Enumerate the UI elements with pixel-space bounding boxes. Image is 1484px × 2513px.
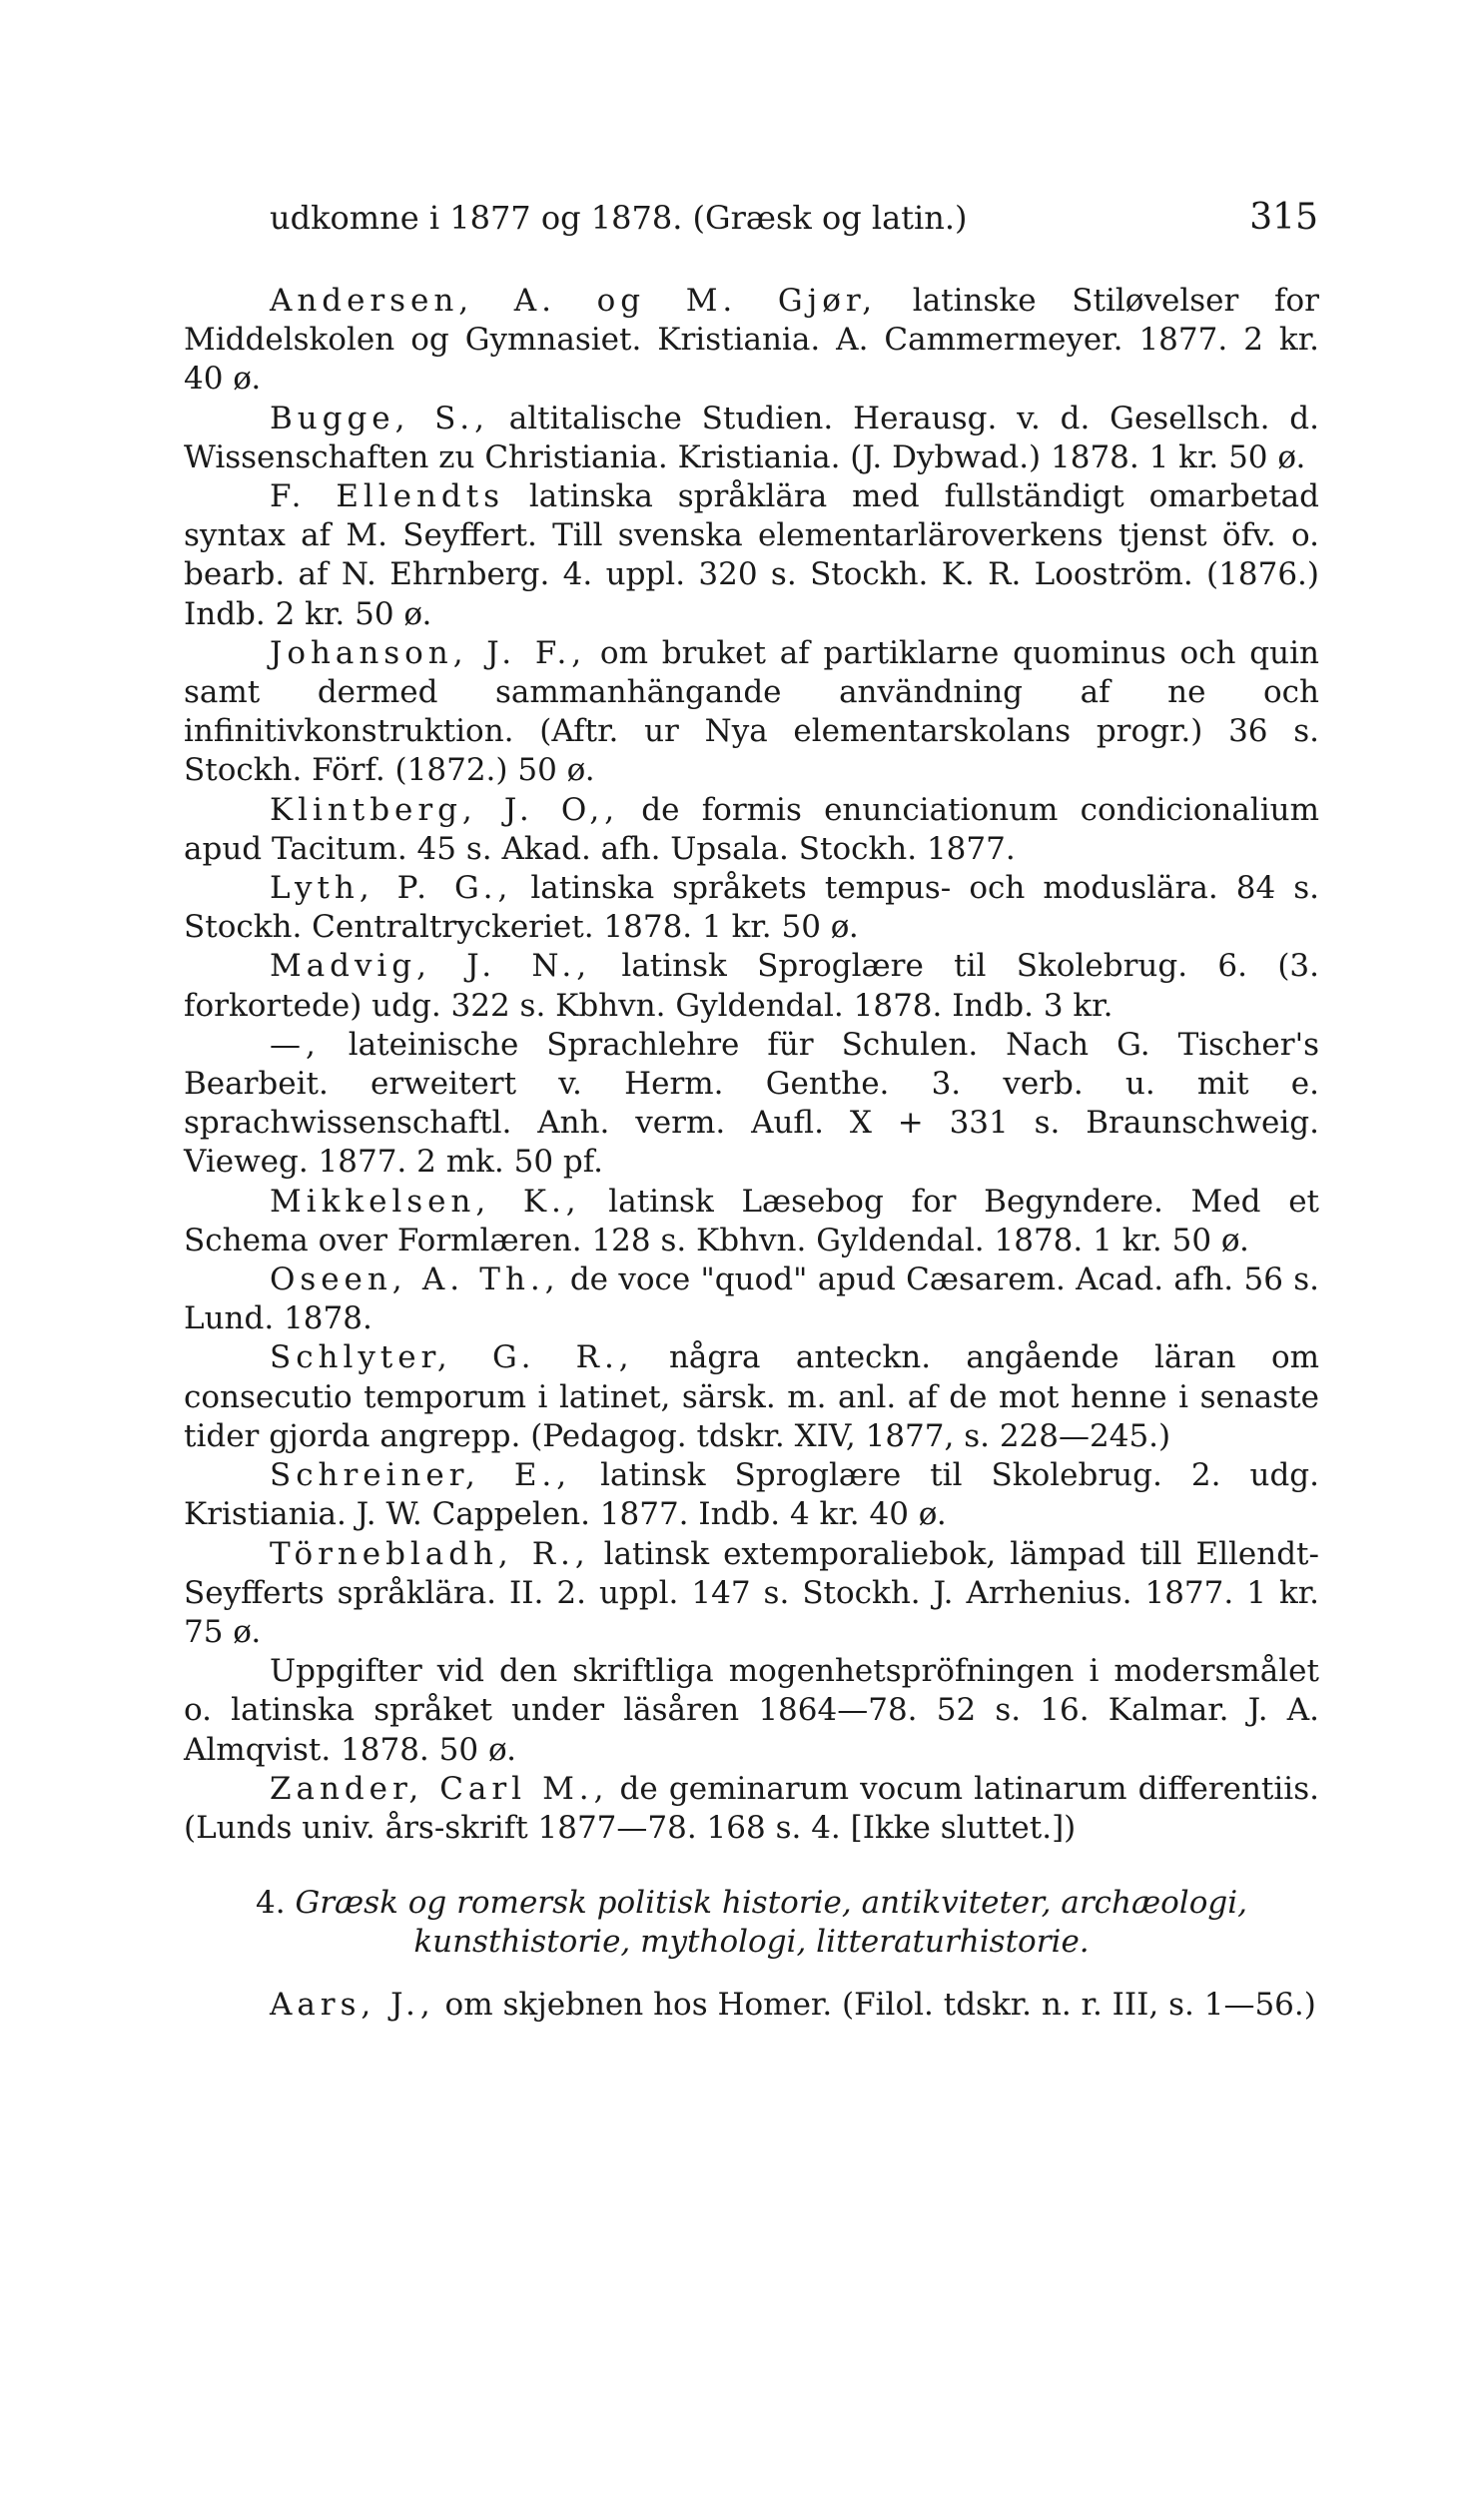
entry-text: latinsk extemporaliebok, lämpad till Ellendt-Seyfferts språklära. II. 2. uppl. 147 s. Stockh. J. Arrhenius. 1877. 1 kr. 75 ø. xyxy=(184,1535,1319,1650)
bibliography-entry xyxy=(184,282,1319,400)
entry-text: latinske Stiløvelser for Middelskolen og Gymnasiet. Kristiania. A. Cammermeyer. 1877. 2 kr. 40 ø. xyxy=(184,283,1319,398)
bibliography-entry xyxy=(184,1338,1319,1456)
bibliography-entry xyxy=(184,1183,1319,1260)
running-head xyxy=(270,193,1318,243)
entry-text: de geminarum vocum latinarum differentiis. (Lunds univ. års-skrift 1877—78. 168 s. 4. [Ikke sluttet.]) xyxy=(184,1770,1319,1846)
section-heading xyxy=(184,1884,1319,1962)
entry-text: latinsk Læsebog for Begyndere. Med et Schema over Formlæren. 128 s. Kbhvn. Gyldendal. 1878. 1 kr. 50 ø. xyxy=(184,1183,1319,1258)
entry-text: latinsk Sproglære til Skolebrug. 6. (3. forkortede) udg. 322 s. Kbhvn. Gyldendal. 1878. Indb. 3 kr. xyxy=(184,948,1319,1024)
entry-author: Lyth, P. G., xyxy=(270,870,513,907)
bibliography-entry xyxy=(184,1026,1319,1183)
entry-text: lateinische Sprachlehre für Schulen. Nach G. Tischer's Bearbeit. erweitert v. Herm. Genthe. 3. verb. u. mit e. sprachwissenschaftl. Anh. verm. Aufl. X + 331 s. Braunschweig. Vieweg. 1877. 2 mk. 50 pf. xyxy=(184,1026,1319,1181)
section-title: Græsk og romersk politisk historie, antikviteter, archæologi, kunsthistorie, mythologi, litteraturhistorie. xyxy=(295,1885,1247,1961)
entry-author: Zander, Carl M., xyxy=(270,1770,609,1807)
entry-author: Schlyter, G. R., xyxy=(270,1339,634,1376)
bibliography-entry xyxy=(184,869,1319,947)
bibliography-entry xyxy=(184,1652,1319,1770)
entry-author: Bugge, S., xyxy=(270,400,489,436)
entry-author: Klintberg, J. O,, xyxy=(270,791,620,828)
page-number: 315 xyxy=(1249,197,1318,238)
entry-text: Uppgifter vid den skriftliga mogenhetspröfningen i modersmålet o. latinska språket under läsåren 1864—78. 52 s. 16. Kalmar. J. A. Almqvist. 1878. 50 ø. xyxy=(184,1653,1319,1768)
entry-text: några anteckn. angående läran om consecutio temporum i latinet, särsk. m. anl. af de mot henne i senaste tider gjorda angrepp. (Pedagog. tdskr. XIV, 1877, s. 228—245.) xyxy=(184,1339,1319,1454)
entry-author: Aars, J., xyxy=(270,1987,435,2024)
bibliography-entry xyxy=(184,634,1319,791)
entry-text: latinska språklära med fullständigt omarbetad syntax af M. Seyffert. Till svenska elementarläroverkens tjenst öfv. o. bearb. af N. Ehrnberg. 4. uppl. 320 s. Stockh. K. R. Looström. (1876.) Indb. 2 kr. 50 ø. xyxy=(184,478,1319,632)
entry-text: de voce "quod" apud Cæsarem. Acad. afh. 56 s. Lund. 1878. xyxy=(184,1261,1320,1337)
entry-author: Andersen, A. og M. Gjør, xyxy=(270,283,878,319)
bibliography-entry xyxy=(184,1986,1319,2025)
bibliography-entry xyxy=(184,477,1319,634)
bibliography-entry xyxy=(184,1535,1319,1653)
section-number: 4. xyxy=(256,1885,286,1922)
entry-text: om skjebnen hos Homer. (Filol. tdskr. n. r. III, s. 1—56.) xyxy=(434,1987,1316,2024)
bibliography-entry xyxy=(184,1456,1319,1534)
entry-author: Madvig, J. N., xyxy=(270,948,592,985)
running-head-title: udkomne i 1877 og 1878. (Græsk og latin.) xyxy=(270,199,968,237)
entry-author: —, xyxy=(270,1026,321,1063)
bibliography-entry xyxy=(184,791,1319,869)
entry-author: Oseen, A. Th., xyxy=(270,1261,560,1298)
bibliography-body xyxy=(184,282,1319,2025)
entry-text: latinska språkets tempus- och moduslära. 84 s. Stockh. Centraltryckeriet. 1878. 1 kr. 50 ø. xyxy=(184,870,1320,946)
entry-author: F. Ellendts xyxy=(270,478,504,515)
bibliography-entry xyxy=(184,1770,1319,1848)
bibliography-entry xyxy=(184,947,1319,1025)
entry-text: altitalische Studien. Herausg. v. d. Gesellsch. d. Wissenschaften zu Christiania. Kristiania. (J. Dybwad.) 1878. 1 kr. 50 ø. xyxy=(184,400,1319,475)
entry-author: Schreiner, E., xyxy=(270,1457,572,1494)
entry-text: om bruket af partiklarne quominus och quin samt dermed sammanhängande användning af ne och infinitivkonstruktion. (Aftr. ur Nya elementarskolans progr.) 36 s. Stockh. Förf. (1872.) 50 ø. xyxy=(184,634,1319,789)
entry-author: Törnebladh, R., xyxy=(270,1535,590,1572)
entry-author: Johanson, J. F., xyxy=(270,634,587,671)
bibliography-entry xyxy=(184,400,1319,477)
bibliography-entry xyxy=(184,1260,1319,1338)
entry-author: Mikkelsen, K., xyxy=(270,1183,581,1220)
entry-text: de formis enunciationum condicionalium apud Tacitum. 45 s. Akad. afh. Upsala. Stockh. 1877. xyxy=(184,791,1319,867)
entry-text: latinsk Sproglære til Skolebrug. 2. udg. Kristiania. J. W. Cappelen. 1877. Indb. 4 kr. 40 ø. xyxy=(184,1457,1319,1533)
